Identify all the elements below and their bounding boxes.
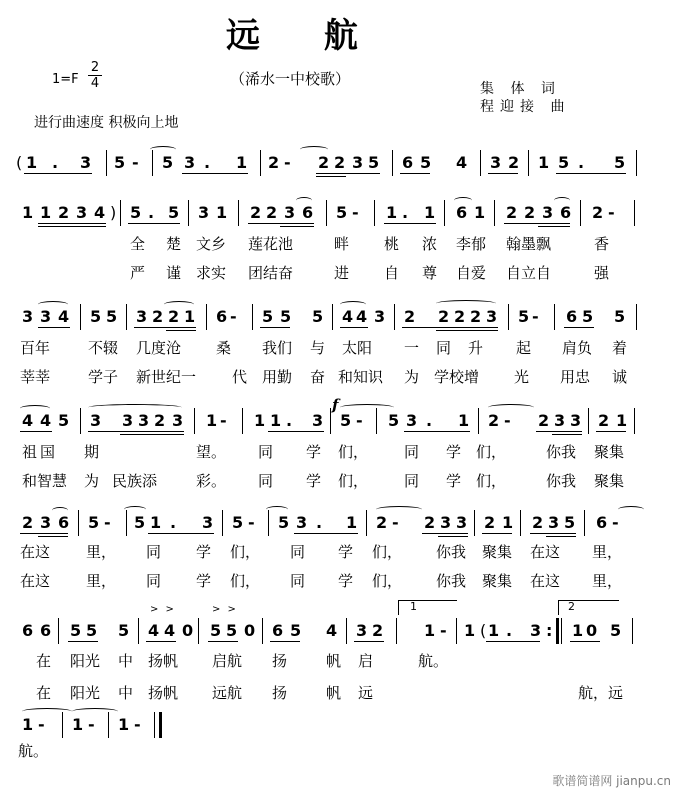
score-row-5 <box>0 512 679 538</box>
note: 2 <box>424 513 436 532</box>
note: 2 <box>334 153 346 172</box>
note: 1 <box>236 153 248 172</box>
dot: . <box>52 153 59 172</box>
note: 3 <box>296 513 308 532</box>
dash: - <box>504 411 511 430</box>
dot: . <box>578 153 585 172</box>
accent-marks: > > <box>212 604 238 615</box>
lyrics-row-2b: 严 谨 求实 团结奋 进 自 尊 自爱 自立自 强 <box>130 264 610 282</box>
time-signature <box>88 60 102 91</box>
note: 2 <box>154 411 166 430</box>
note: 5 <box>610 621 622 640</box>
note: 3 <box>122 411 134 430</box>
note: 5 <box>564 513 576 532</box>
note: 5 <box>210 621 222 640</box>
note: 1 <box>150 513 162 532</box>
note: 3 <box>40 513 52 532</box>
note: 2 <box>318 153 330 172</box>
note: 5 <box>226 621 238 640</box>
note: 1 <box>72 715 84 734</box>
note: 5 <box>86 621 98 640</box>
note: 1 <box>474 203 486 222</box>
note: 6 <box>58 513 70 532</box>
barline <box>222 510 223 536</box>
barline <box>456 618 457 644</box>
barline <box>580 200 581 226</box>
dash: - <box>612 513 619 532</box>
dash: - <box>104 513 111 532</box>
barline <box>80 304 81 330</box>
subtitle: （浠水一中校歌） <box>230 70 351 88</box>
note: 3 <box>352 153 364 172</box>
lyrics-row-4b: 和智慧 为 民族添 彩。 同 学 们， 同 学 们， 你我 聚集 <box>22 472 625 490</box>
barline <box>376 408 377 434</box>
barline <box>332 304 333 330</box>
note: 6 <box>22 621 34 640</box>
note: 3 <box>554 411 566 430</box>
dot: . <box>204 153 211 172</box>
lyrics-row-4a: 祖 国 期 望。 同 学 们， 同 学 们， 你我 聚集 <box>22 443 625 461</box>
note: 3 <box>490 153 502 172</box>
barline <box>374 200 375 226</box>
barline <box>632 618 633 644</box>
note: 1 <box>424 621 436 640</box>
barline <box>444 200 445 226</box>
barline <box>78 510 79 536</box>
note: 5 <box>558 153 570 172</box>
barline <box>528 150 529 176</box>
time-signature-top: 2 <box>88 60 102 76</box>
dot: . <box>148 203 155 222</box>
barline <box>198 618 199 644</box>
barline <box>346 618 347 644</box>
note: 1 <box>616 411 628 430</box>
barline <box>494 200 495 226</box>
lyrics-row-5a: 在这 里， 同 学 们， 同 学 们， 你我 聚集 在这 里， <box>20 543 623 561</box>
note: 3 <box>406 411 418 430</box>
key-signature: 1=F <box>52 72 79 87</box>
lyrics-row-3b: 莘莘 学子 新世纪一 代 用勤 奋 和知识 为 学校增 光 用忠 诚 <box>20 368 628 386</box>
note: 4 <box>40 411 52 430</box>
note: 4 <box>22 411 34 430</box>
bracket-mark: ( <box>480 621 487 640</box>
note: 1 <box>40 203 52 222</box>
lyrics-row-7: 航。 <box>18 742 49 760</box>
note: 5 <box>88 513 100 532</box>
score-row-6 <box>0 620 679 646</box>
note: 3 <box>184 153 196 172</box>
note: 3 <box>312 411 324 430</box>
note: 1 <box>538 153 550 172</box>
note: 4 <box>326 621 338 640</box>
note: 5 <box>118 621 130 640</box>
barline <box>106 150 107 176</box>
dash: - <box>132 153 139 172</box>
barline <box>392 150 393 176</box>
barline <box>330 408 331 434</box>
final-barline <box>154 712 155 738</box>
lyrics-row-6b: 在 阳光 中 扬帆 远航 扬 帆 远 航，远 <box>36 684 624 702</box>
note: 6 <box>456 203 468 222</box>
barline <box>478 408 479 434</box>
score-row-4 <box>0 410 679 436</box>
note: 3 <box>202 513 214 532</box>
lyrics-row-5b: 在这 里， 同 学 们， 同 学 们， 你我 聚集 在这 里， <box>20 572 623 590</box>
note: 4 <box>94 203 106 222</box>
dash: - <box>532 307 539 326</box>
note: 1 <box>216 203 228 222</box>
barline <box>126 510 127 536</box>
dash: - <box>440 621 447 640</box>
barline <box>474 510 475 536</box>
barline <box>138 618 139 644</box>
tempo-marking: 进行曲速度 积极向上地 <box>34 115 179 131</box>
barline <box>252 304 253 330</box>
dot: . <box>426 411 433 430</box>
note: 3 <box>356 621 368 640</box>
dash: - <box>134 715 141 734</box>
note: 4 <box>148 621 160 640</box>
note: 3 <box>440 513 452 532</box>
note: 1 <box>270 411 282 430</box>
note: 3 <box>374 307 386 326</box>
dot: . <box>316 513 323 532</box>
dash: - <box>38 715 45 734</box>
barline <box>58 618 59 644</box>
note: 5 <box>420 153 432 172</box>
note: 3 <box>80 153 92 172</box>
song-title: 远 航 <box>226 16 384 56</box>
note: 5 <box>336 203 348 222</box>
barline <box>636 150 637 176</box>
barline <box>120 200 121 226</box>
barline <box>520 510 521 536</box>
dot: . <box>286 411 293 430</box>
note: 1 <box>206 411 218 430</box>
note: 6 <box>302 203 314 222</box>
barline <box>634 408 635 434</box>
dash: - <box>284 153 291 172</box>
note: 3 <box>40 307 52 326</box>
repeat-barline <box>556 618 559 644</box>
note: 3 <box>138 411 150 430</box>
note: 4 <box>342 307 354 326</box>
note: 5 <box>90 307 102 326</box>
note: 5 <box>290 621 302 640</box>
note: 2 <box>488 411 500 430</box>
note: 5 <box>280 307 292 326</box>
barline <box>584 510 585 536</box>
note: 2 <box>22 513 34 532</box>
note: 5 <box>232 513 244 532</box>
note: 5 <box>388 411 400 430</box>
note: 1 <box>464 621 476 640</box>
note: 6 <box>560 203 572 222</box>
note: 5 <box>518 307 530 326</box>
note: 2 <box>376 513 388 532</box>
bracket-mark: ( <box>16 153 23 172</box>
note: 5 <box>130 203 142 222</box>
barline <box>394 304 395 330</box>
note: 5 <box>614 307 626 326</box>
note: 1 <box>184 307 196 326</box>
note: 5 <box>262 307 274 326</box>
score-row-3 <box>0 306 679 332</box>
note: 1 <box>254 411 266 430</box>
barline <box>396 618 397 644</box>
note: 6 <box>566 307 578 326</box>
note: 3 <box>284 203 296 222</box>
dynamic-forte: f <box>332 396 339 414</box>
note: 3 <box>22 307 34 326</box>
barline <box>206 304 207 330</box>
note: 1 <box>488 621 500 640</box>
note: 4 <box>58 307 70 326</box>
note: 1 <box>572 621 584 640</box>
dot: . <box>170 513 177 532</box>
barline <box>268 510 269 536</box>
barline <box>260 150 261 176</box>
repeat-colon: : <box>546 621 553 640</box>
note: 2 <box>454 307 466 326</box>
note: 2 <box>58 203 70 222</box>
barline <box>194 408 195 434</box>
note: 1 <box>424 203 436 222</box>
final-barline <box>159 712 162 738</box>
lyrics-row-2a: 全 楚 文乡 莲花池 畔 桃 浓 李郁 翰墨飘 香 <box>130 235 610 253</box>
barline <box>126 304 127 330</box>
barline <box>152 150 153 176</box>
note: 5 <box>134 513 146 532</box>
note: 1 <box>386 203 398 222</box>
note: 2 <box>538 411 550 430</box>
time-signature-bottom: 4 <box>90 76 100 91</box>
note: 6 <box>596 513 608 532</box>
note: 2 <box>250 203 262 222</box>
barline <box>188 200 189 226</box>
volta-number-1: 1 <box>410 600 417 613</box>
dash: - <box>392 513 399 532</box>
rest: 0 <box>586 621 598 640</box>
note: 2 <box>268 153 280 172</box>
barline <box>636 304 637 330</box>
note: 5 <box>58 411 70 430</box>
note: 2 <box>524 203 536 222</box>
note: 5 <box>70 621 82 640</box>
barline <box>262 618 263 644</box>
lyricist-credit: 集 体 词 <box>480 81 561 97</box>
note: 5 <box>278 513 290 532</box>
dash: - <box>356 411 363 430</box>
note: 3 <box>90 411 102 430</box>
barline <box>80 408 81 434</box>
barline <box>554 304 555 330</box>
note: 3 <box>486 307 498 326</box>
note: 1 <box>26 153 38 172</box>
barline <box>508 304 509 330</box>
note: 4 <box>164 621 176 640</box>
accent-marks: > > <box>150 604 176 615</box>
score-row-2 <box>0 202 679 228</box>
note: 1 <box>502 513 514 532</box>
barline <box>480 150 481 176</box>
barline <box>238 200 239 226</box>
note: 5 <box>368 153 380 172</box>
note: 4 <box>456 153 468 172</box>
note: 3 <box>172 411 184 430</box>
composer-credit: 程迎接 曲 <box>480 99 571 115</box>
note: 6 <box>272 621 284 640</box>
volta-number-2: 2 <box>568 600 575 613</box>
dash: - <box>88 715 95 734</box>
note: 3 <box>456 513 468 532</box>
rest: 0 <box>182 621 194 640</box>
note: 6 <box>40 621 52 640</box>
barline <box>634 200 635 226</box>
score-row-7 <box>0 714 679 740</box>
barline <box>326 200 327 226</box>
note: 5 <box>162 153 174 172</box>
note: 4 <box>356 307 368 326</box>
note: 1 <box>118 715 130 734</box>
dot: . <box>402 203 409 222</box>
barline <box>242 408 243 434</box>
note: 6 <box>216 307 228 326</box>
site-watermark: 歌谱简谱网 jianpu.cn <box>552 774 671 788</box>
note: 5 <box>312 307 324 326</box>
note: 2 <box>508 153 520 172</box>
barline <box>366 510 367 536</box>
barline <box>588 408 589 434</box>
note: 2 <box>470 307 482 326</box>
dash: - <box>608 203 615 222</box>
note: 3 <box>548 513 560 532</box>
dash: - <box>248 513 255 532</box>
lyrics-row-3a: 百年 不辍 几度沧 桑 我们 与 太阳 一 同 升 起 肩负 着 <box>20 339 628 357</box>
note: 5 <box>106 307 118 326</box>
note: 5 <box>582 307 594 326</box>
note: 5 <box>340 411 352 430</box>
note: 1 <box>458 411 470 430</box>
note: 2 <box>506 203 518 222</box>
repeat-barline <box>561 618 562 644</box>
dot: . <box>506 621 513 640</box>
note: 3 <box>198 203 210 222</box>
note: 2 <box>266 203 278 222</box>
note: 3 <box>136 307 148 326</box>
note: 2 <box>592 203 604 222</box>
note: 1 <box>22 203 34 222</box>
dash: - <box>220 411 227 430</box>
rest: 0 <box>244 621 256 640</box>
note: 3 <box>530 621 542 640</box>
barline <box>108 712 109 738</box>
note: 5 <box>614 153 626 172</box>
dash: - <box>230 307 237 326</box>
note: 2 <box>484 513 496 532</box>
score-row-1 <box>0 152 679 178</box>
dash: - <box>352 203 359 222</box>
note: 2 <box>404 307 416 326</box>
bracket-mark: ) <box>110 203 117 222</box>
note: 3 <box>542 203 554 222</box>
barline <box>62 712 63 738</box>
note: 2 <box>168 307 180 326</box>
note: 2 <box>372 621 384 640</box>
note: 2 <box>598 411 610 430</box>
note: 2 <box>532 513 544 532</box>
lyrics-row-6a: 在 阳光 中 扬帆 启航 扬 帆 启 航。 <box>36 652 449 670</box>
note: 1 <box>22 715 34 734</box>
note: 5 <box>168 203 180 222</box>
note: 2 <box>438 307 450 326</box>
note: 3 <box>76 203 88 222</box>
note: 3 <box>570 411 582 430</box>
note: 2 <box>152 307 164 326</box>
note: 1 <box>346 513 358 532</box>
note: 5 <box>114 153 126 172</box>
note: 6 <box>402 153 414 172</box>
volta-bracket-1 <box>398 600 457 615</box>
